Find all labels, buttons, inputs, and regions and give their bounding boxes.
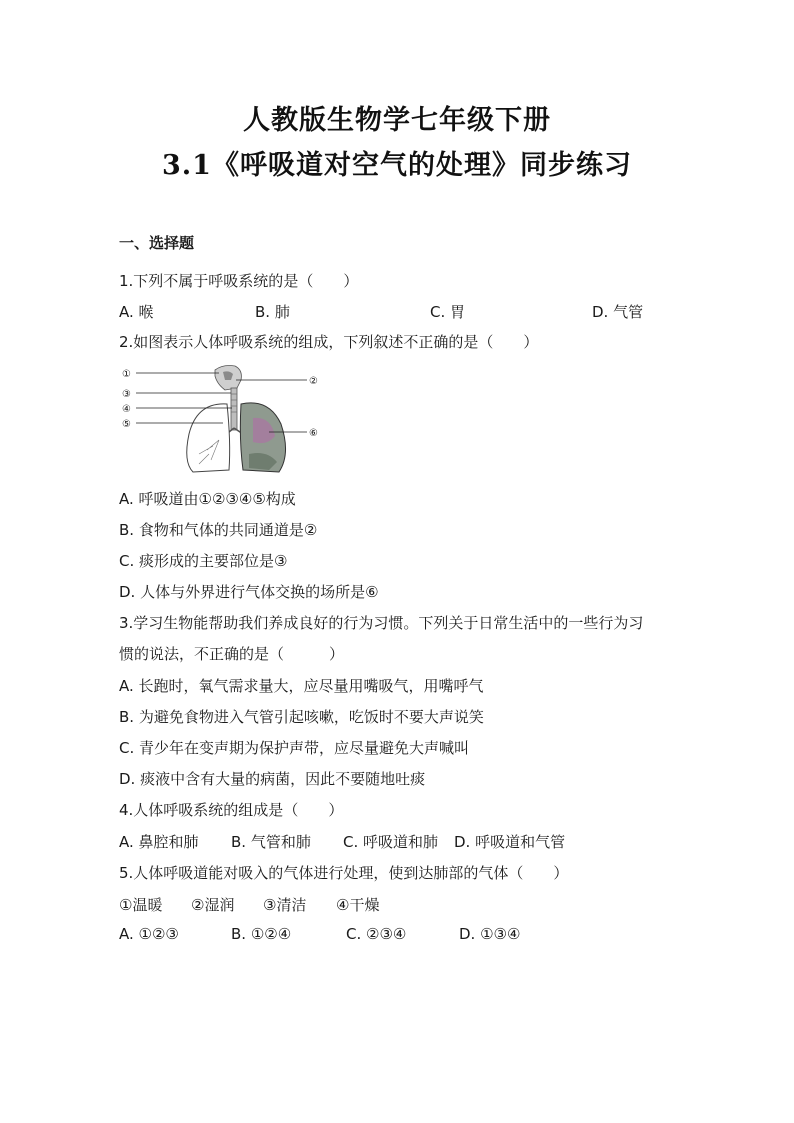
question-5-option-d: D. ①③④ [459, 925, 521, 943]
question-5-item-2: ②湿润 [191, 896, 235, 914]
question-1-option-c: C. 胃 [430, 303, 466, 321]
question-2-option-b: B. 食物和气体的共同通道是② [119, 521, 318, 539]
document-title-line2: 3.1《呼吸道对空气的处理》同步练习 [162, 150, 632, 181]
section-heading-choice: 一、选择题 [119, 234, 195, 252]
question-5-option-c: C. ②③④ [346, 925, 407, 943]
question-3-stem-line2: 惯的说法，不正确的是（ ） [119, 645, 345, 663]
diagram-label-3: ③ [122, 389, 131, 400]
question-5-item-1: ①温暖 [119, 896, 163, 914]
question-4-option-d: D. 呼吸道和气管 [454, 833, 566, 851]
document-title-line1: 人教版生物学七年级下册 [243, 105, 551, 136]
diagram-label-4: ④ [122, 404, 131, 415]
question-5-option-a: A. ①②③ [119, 925, 179, 943]
question-3-option-a: A. 长跑时，氧气需求量大，应尽量用嘴吸气，用嘴呼气 [119, 677, 484, 695]
question-4-option-b: B. 气管和肺 [231, 833, 311, 851]
question-2-option-d: D. 人体与外界进行气体交换的场所是⑥ [119, 583, 379, 601]
question-3-stem-line1: 3.学习生物能帮助我们养成良好的行为习惯。下列关于日常生活中的一些行为习 [119, 614, 644, 632]
question-4-option-c: C. 呼吸道和肺 [343, 833, 439, 851]
question-4-option-a: A. 鼻腔和肺 [119, 833, 199, 851]
diagram-label-6: ⑥ [309, 428, 318, 439]
diagram-label-1: ① [122, 369, 131, 380]
question-2-option-a: A. 呼吸道由①②③④⑤构成 [119, 490, 296, 508]
respiratory-system-diagram [119, 362, 329, 474]
question-3-option-d: D. 痰液中含有大量的病菌，因此不要随地吐痰 [119, 770, 426, 788]
diagram-label-2: ② [309, 376, 318, 387]
question-2-option-c: C. 痰形成的主要部位是③ [119, 552, 288, 570]
question-5-item-3: ③清洁 [263, 896, 307, 914]
question-3-option-c: C. 青少年在变声期为保护声带，应尽量避免大声喊叫 [119, 739, 470, 757]
diagram-label-5: ⑤ [122, 419, 131, 430]
question-1-stem: 1.下列不属于呼吸系统的是（ ） [119, 272, 359, 290]
question-1-option-a: A. 喉 [119, 303, 154, 321]
question-5-item-4: ④干燥 [336, 896, 380, 914]
question-1-option-b: B. 肺 [255, 303, 290, 321]
question-5-stem: 5.人体呼吸道能对吸入的气体进行处理，使到达肺部的气体（ ） [119, 864, 569, 882]
question-4-stem: 4.人体呼吸系统的组成是（ ） [119, 801, 344, 819]
question-5-option-b: B. ①②④ [231, 925, 292, 943]
question-3-option-b: B. 为避免食物进入气管引起咳嗽，吃饭时不要大声说笑 [119, 708, 484, 726]
question-1-option-d: D. 气管 [592, 303, 644, 321]
question-2-stem: 2.如图表示人体呼吸系统的组成，下列叙述不正确的是（ ） [119, 333, 539, 351]
